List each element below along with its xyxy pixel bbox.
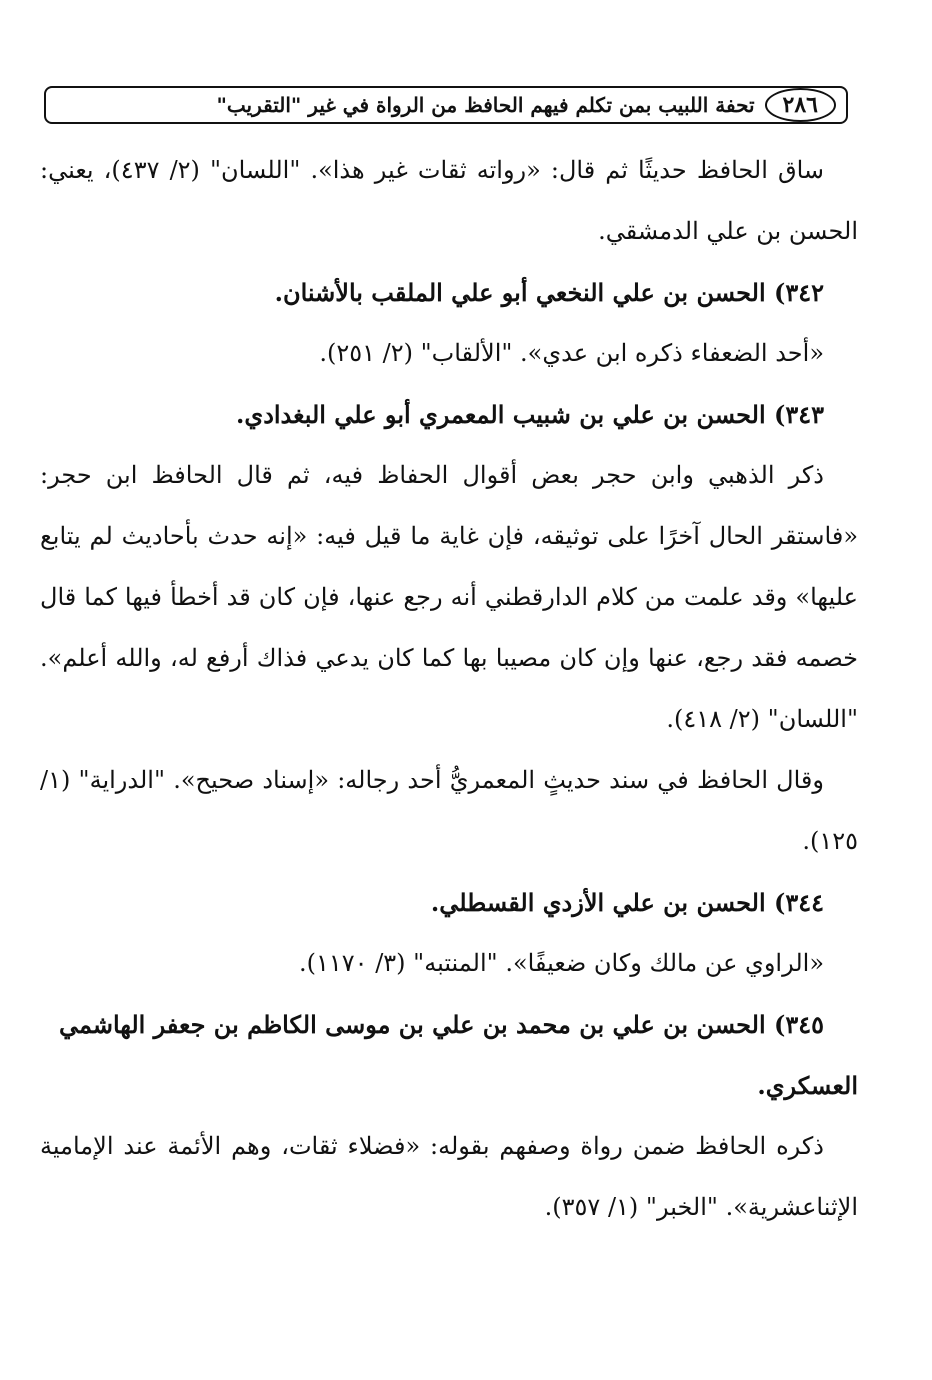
entry-heading-345: ٣٤٥) الحسن بن علي بن محمد بن علي بن موسى الكاظم بن جعفر الهاشمي العسكري. — [58, 1010, 858, 1100]
paragraph: «الراوي عن مالك وكان ضعيفًا». "المنتبه" (٣/ ١١٧٠). — [299, 949, 824, 977]
paragraph: ذكر الذهبي وابن حجر بعض أقوال الحفاظ فيه، ثم قال الحافظ ابن حجر: «فاستقر الحال آخرًا على توثيقه، فإن غاية ما قيل فيه: «إنه حدث بأحاديث لم يتابع عليها» وقد علمت من كلام الدارقطني أنه رجع عنها، فإن كان قد أخطأ فيها كما قال خصمه فقد رجع، عنها وإن كان مصيبا بها كما كان يدعي فذاك أرفع له، والله أعلم». "اللسان" (٢/ ٤١٨). — [40, 461, 859, 733]
running-title: تحفة اللبيب بمن تكلم فيهم الحافظ من الرواة في غير "التقريب" — [216, 93, 755, 117]
paragraph: ذكره الحافظ ضمن رواة وصفهم بقوله: «فضلاء ثقات، وهم الأئمة عند الإمامية الإثناعشرية». "الخبر" (١/ ٣٥٧). — [40, 1132, 858, 1221]
paragraph: وقال الحافظ في سند حديثٍ المعمريُّ أحد رجاله: «إسناد صحيح». "الدراية" (١/ ١٢٥). — [40, 766, 858, 855]
entry-heading-344: ٣٤٤) الحسن بن علي الأزدي القسطلي. — [430, 888, 824, 917]
paragraph: ساق الحافظ حديثًا ثم قال: «رواته ثقات غير هذا». "اللسان" (٢/ ٤٣٧)، يعني: الحسن بن علي الدمشقي. — [40, 156, 858, 245]
page-number: ٢٨٦ — [765, 88, 836, 122]
page-header — [44, 86, 848, 124]
paragraph: «أحد الضعفاء ذكره ابن عدي». "الألقاب" (٢/ ٢٥١). — [319, 339, 824, 367]
page-body — [40, 140, 858, 1238]
entry-heading-342: ٣٤٢) الحسن بن علي النخعي أبو علي الملقب بالأشنان. — [274, 278, 824, 307]
entry-heading-343: ٣٤٣) الحسن بن علي بن شبيب المعمري أبو علي البغدادي. — [236, 400, 824, 429]
